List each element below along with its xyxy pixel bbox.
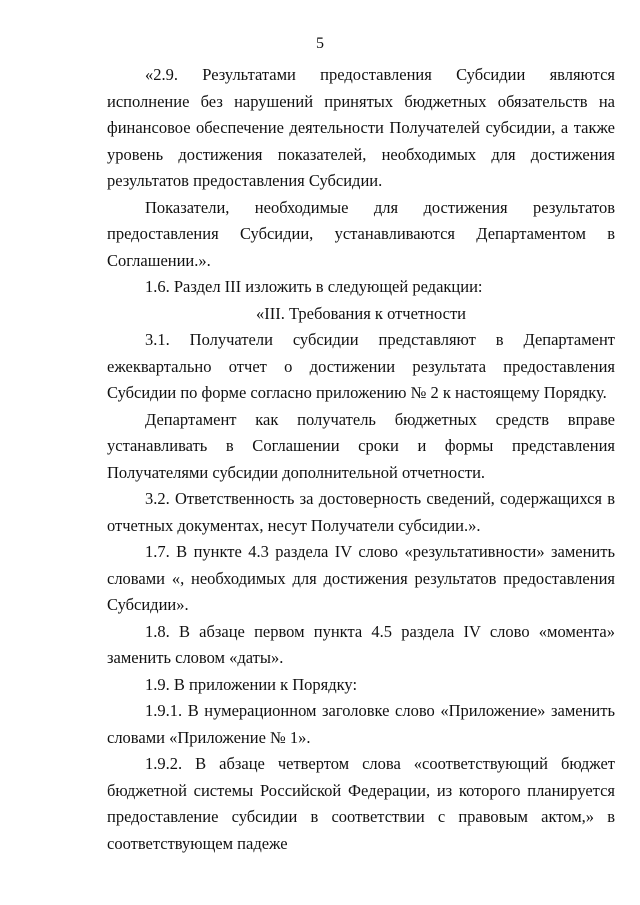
paragraph-2-9: «2.9. Результатами предоставления Субсидии являются исполнение без нарушений принятых бюджетных обязательств на финансовое обеспечение деятельности Получателей субсидии, а также уровень достижения показателей, необходимых для достижения результатов предоставления Субсидии.	[107, 65, 615, 190]
paragraph-1-6: 1.6. Раздел III изложить в следующей редакции:	[145, 277, 483, 296]
section-heading-iii: «III. Требования к отчетности	[256, 303, 466, 323]
paragraph-1-9: 1.9. В приложении к Порядку:	[145, 674, 358, 694]
paragraph-1-9-2: 1.9.2. В абзаце четвертом слова «соответствующий бюджет бюджетной системы Российской Федерации, из которого планируется предоставление субсидии в соответствии с правовым актом,» в соответствующем падеже	[107, 754, 615, 853]
paragraph-1-9-1: 1.9.1. В нумерационном заголовке слово «Приложение» заменить словами «Приложение № 1».	[107, 701, 615, 747]
paragraph-indicators: Показатели, необходимые для достижения результатов предоставления Субсидии, устанавливаются Департаментом в Соглашении.».	[107, 197, 615, 270]
page-number: 5	[316, 35, 324, 52]
document-body	[107, 62, 615, 857]
paragraph-1-8: 1.8. В абзаце первом пункта 4.5 раздела IV слово «момента» заменить словом «даты».	[107, 621, 615, 667]
paragraph-3-2: 3.2. Ответственность за достоверность сведений, содержащихся в отчетных документах, несут Получатели субсидии.».	[107, 489, 615, 535]
paragraph-department-rights: Департамент как получатель бюджетных средств вправе устанавливать в Соглашении сроки и формы представления Получателями субсидии дополнительной отчетности.	[107, 409, 615, 482]
paragraph-1-7: 1.7. В пункте 4.3 раздела IV слово «результативности» заменить словами «, необходимых для достижения результатов предоставления Субсидии».	[107, 542, 615, 614]
paragraph-3-1: 3.1. Получатели субсидии представляют в Департамент ежеквартально отчет о достижении результата предоставления Субсидии по форме согласно приложению № 2 к настоящему Порядку.	[107, 330, 615, 402]
